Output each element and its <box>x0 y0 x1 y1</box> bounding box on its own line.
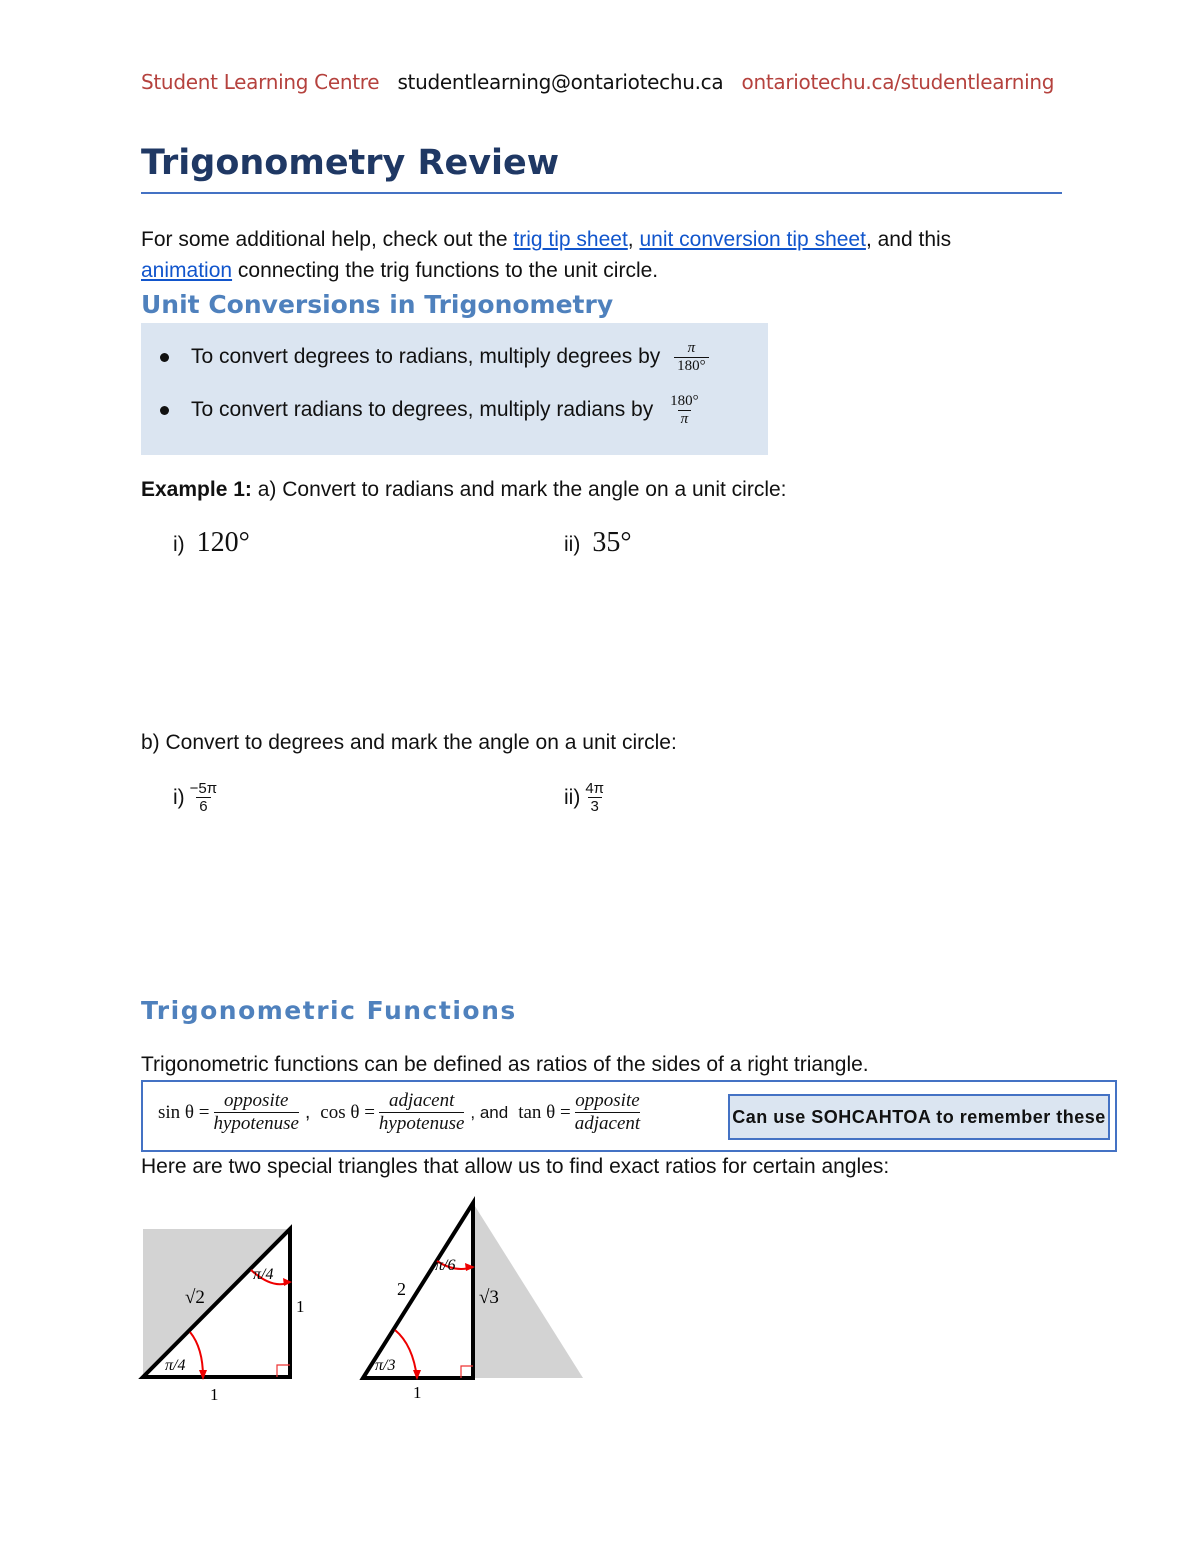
hypotenuse-label: √2 <box>185 1287 205 1308</box>
trig-tip-sheet-link[interactable]: trig tip sheet <box>513 228 628 251</box>
item-label: ii) <box>564 533 581 556</box>
trig-ratio-formulas <box>158 1090 644 1135</box>
bullet-dot <box>160 406 169 415</box>
fraction-num: adjacent <box>388 1090 455 1111</box>
intro-text: , and this <box>865 228 952 251</box>
header-site[interactable]: ontariotechu.ca/studentlearning <box>741 70 1055 94</box>
example-1-heading <box>141 478 787 502</box>
item-label: ii) <box>564 785 581 809</box>
right-side-label: √3 <box>479 1287 499 1308</box>
top-angle-label: π/6 <box>435 1257 456 1274</box>
bottom-side-label: 1 <box>210 1385 219 1404</box>
bullet-deg-to-rad <box>160 340 709 375</box>
180-over-pi-fraction <box>667 393 702 428</box>
header-email[interactable]: studentlearning@ontariotechu.ca <box>397 70 724 94</box>
right-side-label: 1 <box>296 1297 305 1316</box>
bottom-angle-label: π/4 <box>165 1357 186 1374</box>
example-part-b: b) Convert to degrees and mark the angle on a unit circle: <box>141 731 677 754</box>
fraction-den: hypotenuse <box>213 1113 299 1134</box>
bottom-side-label: 1 <box>413 1383 422 1402</box>
top-angle-label: π/4 <box>253 1266 274 1283</box>
example-b-ii <box>564 780 607 815</box>
fraction-den: 3 <box>588 797 602 815</box>
fraction-num: −5π <box>189 780 218 797</box>
fraction-num: opposite <box>575 1090 640 1111</box>
cos-label: cos θ = <box>320 1101 375 1123</box>
4pi-over-3-fraction <box>582 780 607 815</box>
bullet-dot <box>160 353 169 362</box>
unit-conversion-link[interactable]: unit conversion tip sheet <box>639 228 866 251</box>
page-header <box>141 70 1054 94</box>
title-rule <box>141 192 1062 194</box>
example-b-i <box>173 780 220 815</box>
pi-over-180-fraction <box>674 340 709 375</box>
bottom-angle-label: π/3 <box>375 1357 396 1374</box>
fraction-den: hypotenuse <box>378 1113 465 1134</box>
cos-fraction <box>379 1090 464 1135</box>
sin-label: sin θ = <box>158 1101 210 1123</box>
trig-functions-heading: Trigonometric Functions <box>141 996 517 1025</box>
tan-label: tan θ = <box>518 1101 571 1123</box>
header-centre: Student Learning Centre <box>141 70 380 94</box>
fraction-num: 180° <box>670 393 699 409</box>
fraction-num: opposite <box>224 1090 289 1111</box>
item-label: i) <box>173 785 185 809</box>
intro-text: For some additional help, check out the <box>141 228 514 251</box>
fraction-den: adjacent <box>574 1113 641 1134</box>
item-label: i) <box>173 533 185 556</box>
triangle-45-45-90 <box>135 1220 315 1410</box>
fraction-num: π <box>687 340 696 356</box>
example-a-i <box>173 527 250 559</box>
bullet-text: To convert radians to degrees, multiply radians by <box>191 398 654 422</box>
fraction-num: 4π <box>585 780 605 797</box>
page-title: Trigonometry Review <box>141 143 560 183</box>
fraction-den: 6 <box>196 797 210 815</box>
neg-5pi-over-6-fraction <box>187 780 220 815</box>
triangle-outline <box>363 1203 473 1378</box>
item-value: 35° <box>592 527 632 558</box>
unit-conversions-heading: Unit Conversions in Trigonometry <box>141 290 614 319</box>
hypotenuse-label: 2 <box>397 1279 406 1299</box>
bullet-text: To convert degrees to radians, multiply degrees by <box>191 345 661 369</box>
bullet-rad-to-deg <box>160 393 702 428</box>
fraction-den: π <box>678 410 692 428</box>
triangle-30-60-90 <box>355 1195 590 1410</box>
item-value: 120° <box>196 527 250 558</box>
example-a-ii <box>564 527 632 559</box>
intro-paragraph <box>141 224 1041 286</box>
tan-fraction <box>575 1090 640 1135</box>
intro-sep: , <box>627 228 640 251</box>
example-part-a: a) Convert to radians and mark the angle on a unit circle: <box>251 478 787 501</box>
sohcahtoa-note: Can use SOHCAHTOA to remember these <box>728 1094 1110 1140</box>
special-triangles-intro: Here are two special triangles that allow us to find exact ratios for certain angles: <box>141 1155 890 1178</box>
animation-link[interactable]: animation <box>141 259 233 282</box>
trig-functions-intro: Trigonometric functions can be defined as ratios of the sides of a right triangle. <box>141 1053 869 1076</box>
fraction-den: 180° <box>674 357 709 375</box>
intro-text: connecting the trig functions to the unit circle. <box>232 259 659 282</box>
comma: , <box>304 1101 311 1123</box>
and-text: , and <box>470 1102 509 1122</box>
sin-fraction <box>214 1090 299 1135</box>
example-label: Example 1: <box>141 478 252 501</box>
